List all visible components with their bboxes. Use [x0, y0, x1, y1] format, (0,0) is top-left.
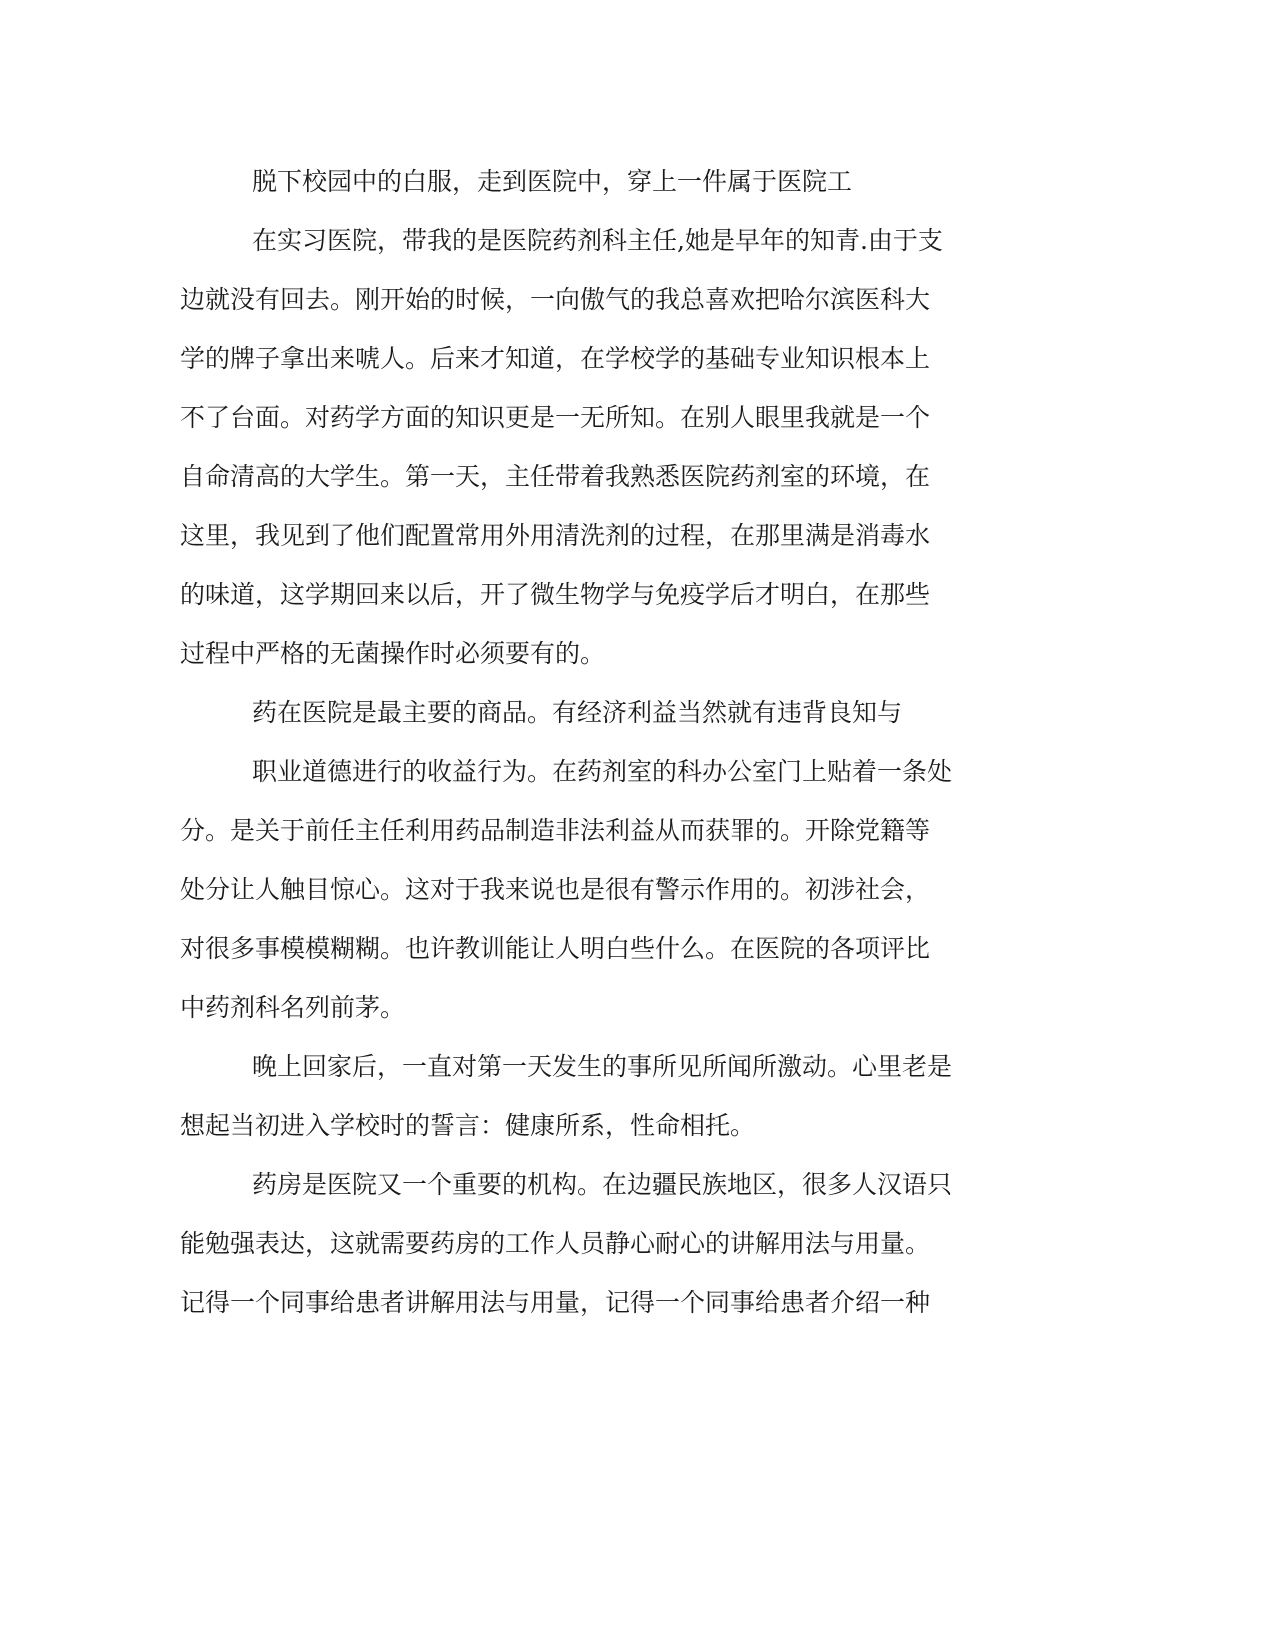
paragraph-line: 这里，我见到了他们配置常用外用清洗剂的过程，在那里满是消毒水 — [180, 521, 931, 550]
paragraph-line: 处分让人触目惊心。这对于我来说也是很有警示作用的。初涉社会， — [180, 875, 931, 904]
paragraph-line: 在实习医院，带我的是医院药剂科主任,她是早年的知青.由于支 — [252, 226, 943, 255]
paragraph-line: 学的牌子拿出来唬人。后来才知道，在学校学的基础专业知识根本上 — [180, 344, 931, 373]
paragraph-line: 想起当初进入学校时的誓言：健康所系，性命相托。 — [180, 1111, 756, 1140]
paragraph-line: 药房是医院又一个重要的机构。在边疆民族地区，很多人汉语只 — [252, 1170, 953, 1199]
paragraph-line: 分。是关于前任主任利用药品制造非法利益从而获罪的。开除党籍等 — [180, 816, 931, 845]
paragraph-line: 对很多事模模糊糊。也许教训能让人明白些什么。在医院的各项评比 — [180, 934, 931, 963]
paragraph-line: 不了台面。对药学方面的知识更是一无所知。在别人眼里我就是一个 — [180, 403, 931, 432]
paragraph-line: 职业道德进行的收益行为。在药剂室的科办公室门上贴着一条处 — [252, 757, 953, 786]
paragraph-line: 自命清高的大学生。第一天，主任带着我熟悉医院药剂室的环境，在 — [180, 462, 931, 491]
paragraph-line: 的味道，这学期回来以后，开了微生物学与免疫学后才明白，在那些 — [180, 580, 931, 609]
paragraph-line: 晚上回家后，一直对第一天发生的事所见所闻所激动。心里老是 — [252, 1052, 953, 1081]
paragraph-line: 过程中严格的无菌操作时必须要有的。 — [180, 639, 606, 668]
paragraph-line: 脱下校园中的白服，走到医院中，穿上一件属于医院工 — [252, 167, 853, 196]
paragraph-line: 能勉强表达，这就需要药房的工作人员静心耐心的讲解用法与用量。 — [180, 1229, 931, 1258]
paragraph-line: 边就没有回去。刚开始的时候，一向傲气的我总喜欢把哈尔滨医科大 — [180, 285, 931, 314]
paragraph-line: 中药剂科名列前茅。 — [180, 993, 406, 1022]
paragraph-line: 药在医院是最主要的商品。有经济利益当然就有违背良知与 — [252, 698, 903, 727]
paragraph-line: 记得一个同事给患者讲解用法与用量，记得一个同事给患者介绍一种 — [180, 1288, 931, 1317]
